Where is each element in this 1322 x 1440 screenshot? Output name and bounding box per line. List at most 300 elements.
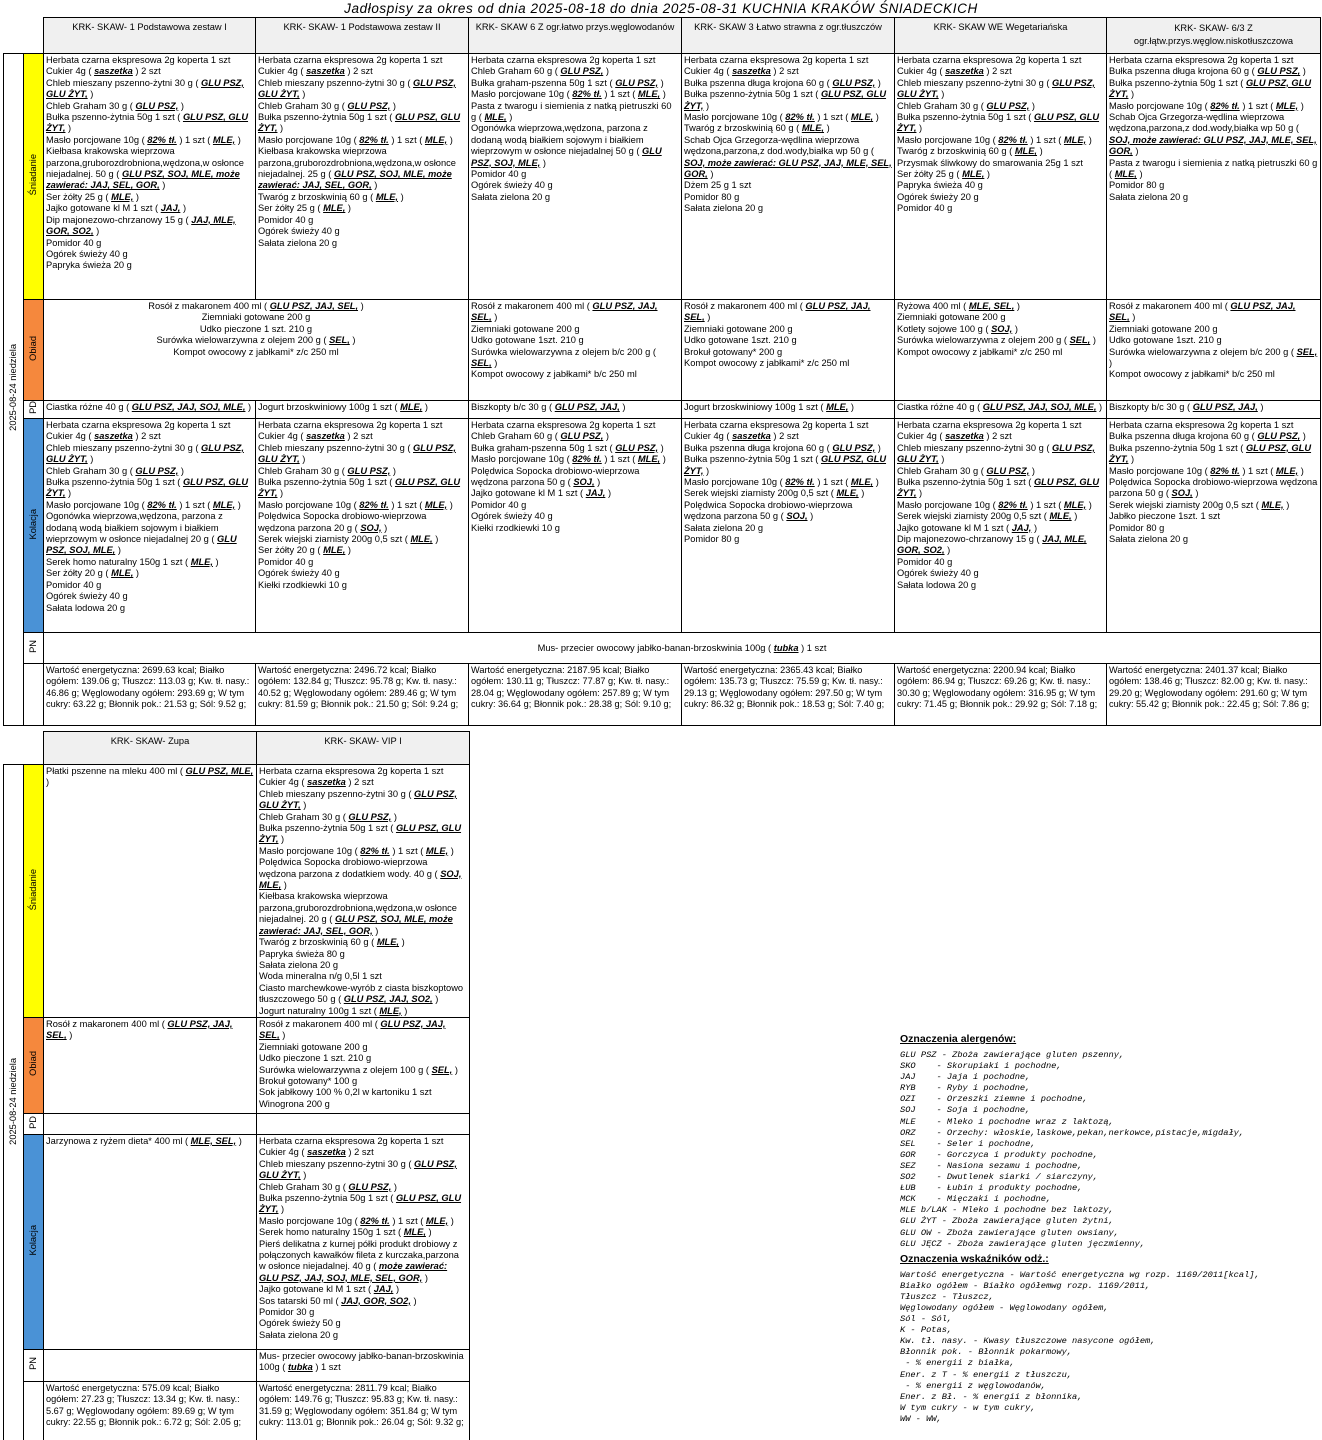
menu-item-line: Pomidor 80 g — [1109, 522, 1165, 533]
meal-label-dinner: Kolacja — [24, 1134, 44, 1349]
menu-item-line: Ogórek świeży 40 g — [471, 180, 553, 191]
allergen-codes: saszetka — [306, 66, 345, 77]
menu-cell — [682, 419, 895, 633]
menu-item-line: Kiełbasa krakowska wieprzowa parzona,gruborozdrobniona,wędzona,w osłonce niejadalnej. 20 g ( GLU PSZ, SOJ, MLE, może zawierać: JAJ, SEL, GOR, ) — [259, 891, 457, 936]
date-label: 2025-08-24 niedziela — [7, 1057, 18, 1145]
allergen-codes: SOJ, MLE, — [259, 868, 462, 891]
menu-item-line: Rosół z makaronem 400 ml ( GLU PSZ, JAJ, SEL, ) — [148, 301, 364, 311]
allergen-codes: GLU PSZ, JAJ, SO2, — [343, 994, 433, 1005]
menu-item-line: Surówka wielowarzywna z olejem b/c 200 g ( SEL, ) — [1109, 346, 1318, 369]
allergen-codes: SOJ, — [786, 511, 808, 522]
menu-item-line: Pomidor 40 g — [258, 556, 314, 567]
allergen-codes: GLU PSZ, — [135, 100, 179, 111]
date-label-cell — [4, 54, 24, 726]
allergen-codes: GLU PSZ, — [560, 66, 604, 77]
menu-item-line: Cukier 4g ( saszetka ) 2 szt — [46, 66, 161, 77]
allergen-codes: MLE, — [425, 1215, 449, 1226]
allergen-codes: GLU PSZ, JAJ, SEL, — [1109, 301, 1296, 323]
menu-item-line: Bułka pszenna długa krojona 60 g ( GLU PSZ, ) — [684, 77, 881, 88]
allergen-codes: MLE, — [323, 545, 346, 556]
allergen-codes: MLE, — [826, 402, 849, 412]
allergen-codes: GLU PSZ, MLE, — [185, 766, 254, 776]
menu-item-line: Bułka graham-pszenna 50g 1 szt ( GLU PSZ, ) — [471, 77, 664, 88]
menu-item-line: Jabłko pieczone 1szt. 1 szt — [1109, 511, 1221, 522]
meal-label-pd: PD — [24, 1113, 44, 1134]
nutrition-cell: Wartość energetyczna: 575.09 kcal; Białko ogółem: 27.23 g; Tłuszcz: 13.34 g; Kw. tł. nasy.: 5.67 g; Węglowodany ogółem: 89.69 g; W tym cukry: 22.55 g; Błonnik pok.: 6.72 g; Sól: 2.05 g; — [44, 1381, 257, 1440]
allergen-codes: GLU PSZ, — [615, 442, 659, 453]
menu-item-line: Polędwica Sopocka drobiowo-wieprzowa wędzona parzona 20 g ( SOJ, ) — [258, 511, 427, 533]
menu-item-line: Ciasto marchewkowe-wyrób z ciasta biszkoptowo tłuszczowego 50 g ( GLU PSZ, JAJ, SO2, ) — [259, 982, 464, 1005]
menu-item-line: Udko pieczone 1 szt. 210 g — [199, 323, 313, 334]
allergen-codes: JAJ, — [160, 203, 181, 214]
menu-item-line: Jajko gotowane kl M 1 szt ( JAJ, ) — [46, 203, 187, 214]
nutrition-cell: Wartość energetyczna: 2365.43 kcal; Białko ogółem: 135.73 g; Tłuszcz: 75.59 g; Kw. tł. nasy.: 29.13 g; Węglowodany ogółem: 297.50 g; W tym cukry: 86.32 g; Błonnik pok.: 18.53 g; Sól: 7.40 g; — [682, 664, 895, 726]
menu-item-line: Masło porcjowane 10g ( 82% tł. ) 1 szt ( MLE, ) — [471, 89, 666, 100]
menu-item-line: Serek wiejski ziarnisty 200g 0,5 szt ( MLE, ) — [1109, 499, 1290, 510]
allergens-title: Oznaczenia alergenów: — [900, 1033, 1017, 1045]
menu-item-line: Bułka pszenno-żytnia 50g 1 szt ( GLU PSZ, GLU ŻYT, ) — [1109, 442, 1312, 465]
menu-item-line: Masło porcjowane 10g ( 82% tł. ) 1 szt ( MLE, ) — [46, 134, 241, 145]
menu-item-line: Bułka graham-pszenna 50g 1 szt ( GLU PSZ, ) — [471, 442, 664, 453]
menu-item-line: Sałata lodowa 20 g — [897, 579, 977, 590]
allergen-codes: 82% tł. — [785, 477, 815, 488]
menu-item-line: Ogórek świeży 40 g — [46, 591, 128, 602]
menu-item-line: Chleb Graham 30 g ( GLU PSZ, ) — [897, 465, 1035, 476]
allergen-codes: GLU PSZ, GLU ŻYT, — [46, 442, 244, 465]
menu-cell — [469, 401, 682, 419]
menu-item-line: Chleb mieszany pszenno-żytni 30 g ( GLU PSZ, GLU ŻYT, ) — [258, 77, 456, 100]
menu-item-line: Serek homo naturalny 150g 1 szt ( MLE, ) — [259, 1227, 432, 1238]
allergen-codes: MLE, — [1114, 169, 1137, 180]
menu-item-line: Chleb Graham 30 g ( GLU PSZ, ) — [46, 100, 184, 111]
menu-item-line: Ciastka różne 40 g ( GLU PSZ, JAJ, SOJ, MLE, ) — [897, 402, 1103, 412]
allergen-codes: MLE, — [410, 534, 433, 545]
allergen-codes: JAJ, GOR, SO2, — [341, 1295, 411, 1306]
menu-item-line: Ser żółty 20 g ( MLE, ) — [46, 568, 140, 579]
allergen-codes: MLE, — [801, 123, 825, 134]
menu-item-line: Surówka wielowarzywna z olejem b/c 200 g ( SEL, ) — [471, 346, 656, 369]
menu-item-line: Bułka pszenno-żytnia 50g 1 szt ( GLU PSZ, GLU ŻYT, ) — [1109, 77, 1312, 100]
allergen-codes: GLU PSZ, GLU ŻYT, — [897, 112, 1100, 134]
meal-label-breakfast: Śniadanie — [24, 54, 44, 300]
menu-item-line: Cukier 4g ( saszetka ) 2 szt — [258, 66, 373, 77]
menu-item-line: Ziemniaki gotowane 200 g — [897, 312, 1006, 323]
menu-item-line: Jajko gotowane kl M 1 szt ( JAJ, ) — [471, 488, 612, 499]
menu-item-line: Masło porcjowane 10g ( 82% tł. ) 1 szt ( MLE, ) — [471, 454, 666, 465]
menu-item-line: Bułka pszenno-żytnia 50g 1 szt ( GLU PSZ, GLU ŻYT, ) — [258, 112, 461, 134]
date-label-cell — [4, 765, 24, 1440]
menu-item-line: Ser żółty 20 g ( MLE, ) — [258, 545, 352, 556]
allergen-codes: saszetka — [732, 431, 771, 442]
menu-item-line: Ser żółty 25 g ( MLE, ) — [258, 203, 352, 214]
menu-item-line: Biszkopty b/c 30 g ( GLU PSZ, JAJ, ) — [1109, 402, 1264, 412]
allergen-codes: 82% tł. — [359, 134, 389, 145]
allergen-codes: MLE, SEL, — [968, 301, 1015, 311]
allergen-codes: GLU PSZ, — [347, 100, 391, 111]
menu-item-line: Bułka pszenno-żytnia 50g 1 szt ( GLU PSZ, GLU ŻYT, ) — [259, 823, 462, 845]
menu-item-line: Ziemniaki gotowane 200 g — [259, 1041, 368, 1052]
menu-item-line: Rosół z makaronem 400 ml ( GLU PSZ, JAJ, SEL, ) — [1109, 301, 1296, 323]
menu-cell — [1107, 401, 1321, 419]
allergen-codes: GLU PSZ, — [986, 100, 1030, 111]
diet-header: KRK- SKAW WE Wegetariańska — [895, 18, 1107, 54]
allergen-codes: MLE, — [323, 203, 346, 214]
menu-item-line: Papryka świeża 80 g — [259, 948, 345, 959]
indicators-list: Wartość energetyczna - Wartość energetyczna wg rozp. 1169/2011[kcal], Białko ogółem - Białko ogółemwg rozp. 1169/2011, Tłuszcz - Tłuszcz, Węglowodany ogółem - Węglowodany ogółem, Sól - Sól, K - Potas, Kw. tł. nasy. - Kwasy tłuszczowe nasycone ogółem, Błonnik pok. - Błonnik pokarmowy, - % energii z białka, Ener. z T - % energii z tłuszczu, - % energii z węglowodanów, Ener. z Bł. - % energii z błonnika, W tym cukry - w tym cukry, WW - WW, — [900, 1269, 1260, 1424]
allergen-codes: SOJ, — [1171, 488, 1193, 499]
menu-item-line: Kompot owocowy z jabłkami* z/c 250 ml — [897, 346, 1063, 357]
menu-cell — [682, 300, 895, 401]
menu-item-line: Udko gotowane 1szt. 210 g — [471, 335, 584, 346]
allergen-codes: MLE, — [850, 112, 874, 123]
menu-item-line: Masło porcjowane 10g ( 82% tł. ) 1 szt ( MLE, ) — [1109, 100, 1304, 111]
menu-item-line: Pomidor 40 g — [46, 579, 102, 590]
allergen-codes: GLU PSZ, SOJ, MLE, może zawierać: JAJ, SEL, GOR, — [258, 169, 452, 191]
allergen-codes: MLE, — [637, 89, 661, 100]
allergen-codes: SEL, — [431, 1064, 453, 1075]
allergen-codes: GLU PSZ, SOJ, MLE, — [46, 534, 237, 556]
menu-item-line: Cukier 4g ( saszetka ) 2 szt — [259, 1147, 374, 1158]
menu-item-line: Pomidor 40 g — [258, 214, 314, 225]
allergen-codes: SEL, — [1296, 346, 1318, 357]
allergen-codes: GLU PSZ, SOJ, MLE, — [471, 146, 662, 168]
menu-cell — [44, 401, 256, 419]
menu-item-line: Bułka pszenno-żytnia 50g 1 szt ( GLU PSZ, GLU ŻYT, ) — [259, 1192, 462, 1215]
allergen-codes: GLU PSZ, JAJ, SEL, — [259, 1018, 446, 1041]
menu-item-line: Sałata zielona 20 g — [471, 191, 551, 202]
allergen-codes: 82% tł. — [572, 89, 602, 100]
allergen-codes: GLU PSZ, JAJ, SOJ, MLE, — [131, 402, 246, 412]
allergen-codes: GLU PSZ, — [615, 77, 659, 88]
allergen-codes: 82% tł. — [1210, 100, 1240, 111]
allergen-codes: GLU PSZ, GLU ŻYT, — [684, 454, 887, 476]
nutrition-label-cell — [24, 1381, 44, 1440]
nutrition-label-cell — [24, 664, 44, 726]
menu-cell — [1107, 54, 1321, 300]
menu-item-line: Biszkopty b/c 30 g ( GLU PSZ, JAJ, ) — [471, 402, 626, 412]
allergen-codes: SOJ, — [991, 323, 1013, 334]
menu-item-line: Bułka pszenno-żytnia 50g 1 szt ( GLU PSZ, GLU ŻYT, ) — [46, 477, 249, 499]
menu-cell — [682, 401, 895, 419]
menu-item-line: Ziemniaki gotowane 200 g — [1109, 323, 1218, 334]
menu-item-line: Ogonówka wieprzowa,wędzona, parzona z dodaną wodą białkiem sojowym i białkiem wieprzowym w osłonce niejadalnej 50 g ( GLU PSZ, SOJ, MLE, ) — [471, 123, 662, 168]
menu-item-line: Ziemniaki gotowane 200 g — [471, 323, 580, 334]
menu-cell — [44, 1349, 257, 1381]
menu-item-line: Masło porcjowane 10g ( 82% tł. ) 1 szt ( MLE, ) — [258, 134, 453, 145]
allergen-codes: SOJ, może zawierać: GLU PSZ, JAJ, MLE, SEL, GOR, — [1109, 134, 1317, 157]
menu-item-line: Jogurt brzoskwiniowy 100g 1 szt ( MLE, ) — [684, 402, 855, 412]
menu-item-line: Jarzynowa z ryżem dieta* 400 ml ( MLE, SEL, ) — [46, 1135, 242, 1146]
menu-cell — [469, 54, 682, 300]
meal-label-pd: PD — [24, 401, 44, 419]
allergen-codes: MLE, — [379, 1005, 402, 1016]
menu-item-line: Udko gotowane 1szt. 210 g — [684, 335, 797, 346]
menu-item-line: Kompot owocowy z jabłkami* b/c 250 ml — [1109, 369, 1275, 380]
allergen-codes: GLU PSZ, GLU ŻYT, — [897, 442, 1095, 465]
menu-item-line: Cukier 4g ( saszetka ) 2 szt — [897, 431, 1012, 442]
allergen-codes: GLU PSZ, GLU ŻYT, — [897, 77, 1095, 100]
allergen-codes: SEL, — [471, 358, 492, 369]
menu-item-line: Sok jabłkowy 100 % 0,2l w kartoniku 1 szt — [259, 1087, 432, 1098]
allergen-codes: saszetka — [945, 66, 984, 77]
menu-item-line: Herbata czarna ekspresowa 2g koperta 1 szt — [897, 55, 1082, 65]
allergen-codes: 82% tł. — [785, 112, 815, 123]
allergen-codes: MLE, — [212, 499, 236, 510]
menu-item-line: Herbata czarna ekspresowa 2g koperta 1 szt — [897, 420, 1082, 430]
allergen-codes: GLU PSZ, JAJ, SEL, — [684, 301, 871, 323]
menu-item-line: Chleb Graham 30 g ( GLU PSZ, ) — [258, 465, 396, 476]
page-title: Jadłospisy za okres od dnia 2025-08-18 do dnia 2025-08-31 KUCHNIA KRAKÓW ŚNIADECKICH — [344, 1, 978, 16]
menu-item-line: Ogonówka wieprzowa,wędzona, parzona z dodaną wodą białkiem sojowym i białkiem wieprzowym w osłonce niejadalnej 20 g ( GLU PSZ, SOJ, MLE, ) — [46, 511, 237, 556]
menu-table-2 — [3, 731, 470, 1440]
menu-item-line: Ciastka różne 40 g ( GLU PSZ, JAJ, SOJ, MLE, ) — [46, 402, 252, 412]
menu-item-line: Herbata czarna ekspresowa 2g koperta 1 szt — [1109, 420, 1294, 430]
menu-item-line: Bułka pszenno-żytnia 50g 1 szt ( GLU PSZ, GLU ŻYT, ) — [46, 112, 249, 134]
menu-item-line: Masło porcjowane 10g ( 82% tł. ) 1 szt ( MLE, ) — [684, 477, 879, 488]
allergen-codes: może zawierać: GLU PSZ, JAJ, SOJ, MLE, SEL, GOR, — [259, 1261, 448, 1283]
menu-item-line: Pomidor 30 g — [259, 1307, 315, 1318]
menu-item-line: Chleb mieszany pszenno-żytni 30 g ( GLU PSZ, GLU ŻYT, ) — [897, 77, 1095, 100]
nutrition-cell: Wartość energetyczna: 2811.79 kcal; Białko ogółem: 149.76 g; Tłuszcz: 95.83 g; Kw. tł. nasy.: 31.59 g; Węglowodany ogółem: 351.84 g; W tym cukry: 113.01 g; Błonnik pok.: 26.04 g; Sól: 9.32 g; — [257, 1381, 470, 1440]
menu-item-line: Pomidor 80 g — [684, 534, 740, 545]
menu-item-line: Płatki pszenne na mleku 400 ml ( GLU PSZ, MLE, ) — [46, 766, 254, 788]
nutrition-cell: Wartość energetyczna: 2401.37 kcal; Białko ogółem: 138.46 g; Tłuszcz: 82.00 g; Kw. tł. nasy.: 29.20 g; Węglowodany ogółem: 291.60 g; W tym cukry: 55.42 g; Błonnik pok.: 22.45 g; Sól: 7.86 g; — [1107, 664, 1321, 726]
allergen-codes: GLU PSZ, GLU ŻYT, — [684, 89, 887, 111]
menu-item-line: Jogurt naturalny 100g 1 szt ( MLE, ) — [259, 1005, 408, 1016]
menu-item-line: Chleb mieszany pszenno-żytni 30 g ( GLU PSZ, GLU ŻYT, ) — [46, 442, 244, 465]
allergen-codes: GLU PSZ, JAJ, SOJ, MLE, — [982, 402, 1097, 412]
menu-item-line: Dip majonezowo-chrzanowy 15 g ( JAJ, MLE, GOR, SO2, ) — [897, 534, 1087, 556]
menu-item-line: Ogórek świeży 20 g — [897, 191, 979, 202]
diet-header: KRK- SKAW- 1 Podstawowa zestaw II — [256, 18, 469, 54]
menu-item-line: Herbata czarna ekspresowa 2g koperta 1 szt — [259, 1135, 444, 1146]
menu-item-line: Chleb mieszany pszenno-żytni 30 g ( GLU PSZ, GLU ŻYT, ) — [897, 442, 1095, 465]
menu-item-line: Serek homo naturalny 150g 1 szt ( MLE, ) — [46, 556, 219, 567]
menu-item-line: Masło porcjowane 10g ( 82% tł. ) 1 szt ( MLE, ) — [897, 134, 1092, 145]
menu-item-line: Pierś delikatna z kurnej półki produkt drobiowy z połączonych kawałków fileta z kurczaka,parzona w osłonce niejadalnej. 40 g ( może zawierać: GLU PSZ, JAJ, SOJ, MLE, SEL, GOR, ) — [259, 1238, 459, 1283]
menu-cell — [257, 1134, 470, 1349]
meal-label-dinner: Kolacja — [24, 419, 44, 633]
menu-item-line: Sałata zielona 20 g — [258, 237, 338, 248]
allergen-codes: MLE, — [484, 112, 507, 123]
menu-item-line: Ser żółty 25 g ( MLE, ) — [46, 191, 140, 202]
menu-cell — [1107, 300, 1321, 401]
meal-label-breakfast: Śniadanie — [24, 765, 44, 1018]
allergen-codes: GLU PSZ, — [986, 465, 1030, 476]
menu-item-line: Twaróg z brzoskwinią 60 g ( MLE, ) — [684, 123, 830, 134]
nutrition-cell: Wartość energetyczna: 2699.63 kcal; Białko ogółem: 139.06 g; Tłuszcz: 113.03 g; Kw. tł. nasy.: 46.86 g; Węglowodany ogółem: 293.69 g; W tym cukry: 63.22 g; Błonnik pok.: 21.53 g; Sól: 9.52 g; — [44, 664, 256, 726]
menu-cell — [256, 54, 469, 300]
menu-item-line: Ser żółty 25 g ( MLE, ) — [897, 169, 991, 180]
allergen-codes: 82% tł. — [359, 499, 389, 510]
menu-item-line: Kiełki rzodkiewki 10 g — [258, 579, 347, 590]
allergen-codes: 82% tł. — [147, 499, 177, 510]
menu-item-line: Ziemniaki gotowane 200 g — [684, 323, 793, 334]
menu-item-line: Herbata czarna ekspresowa 2g koperta 1 szt — [684, 420, 869, 430]
menu-item-line: Pasta z twarogu i siemienia z natką pietruszki 60 g ( MLE, ) — [1109, 157, 1318, 180]
allergen-codes: MLE, — [1063, 134, 1087, 145]
menu-item-line: Sałata zielona 20 g — [684, 522, 764, 533]
menu-item-line: Jogurt brzoskwiniowy 100g 1 szt ( MLE, ) — [258, 402, 429, 412]
menu-cell — [895, 54, 1107, 300]
menu-item-line: Bułka pszenno-żytnia 50g 1 szt ( GLU PSZ, GLU ŻYT, ) — [684, 454, 887, 476]
menu-item-line: Pomidor 40 g — [471, 169, 527, 180]
menu-item-line: Chleb Graham 30 g ( GLU PSZ, ) — [897, 100, 1035, 111]
menu-item-line: Ogórek świeży 40 g — [258, 226, 340, 237]
menu-item-line: Chleb Graham 30 g ( GLU PSZ, ) — [258, 100, 396, 111]
menu-item-line: Jajko gotowane kl M 1 szt ( JAJ, ) — [897, 522, 1038, 533]
allergen-codes: saszetka — [307, 777, 346, 788]
menu-cell — [895, 419, 1107, 633]
allergen-codes: GLU PSZ, GLU ŻYT, — [897, 477, 1100, 499]
allergen-codes: MLE, — [403, 1227, 426, 1238]
allergen-codes: GLU PSZ, GLU ŻYT, — [258, 477, 461, 499]
menu-item-line: Przysmak śliwkowy do smarowania 25g 1 szt — [897, 157, 1084, 168]
meal-label-pn: PN — [24, 633, 44, 664]
menu-item-line: Pomidor 80 g — [1109, 180, 1165, 191]
allergen-codes: JAJ, — [373, 1284, 394, 1295]
allergen-codes: 82% tł. — [360, 1215, 390, 1226]
menu-item-line: Masło porcjowane 10g ( 82% tł. ) 1 szt ( MLE, ) — [897, 499, 1092, 510]
menu-item-line: Rosół z makaronem 400 ml ( GLU PSZ, JAJ, SEL, ) — [46, 1018, 233, 1041]
menu-cell — [257, 765, 470, 1018]
menu-item-line: Rosół z makaronem 400 ml ( GLU PSZ, JAJ, SEL, ) — [259, 1018, 446, 1041]
menu-item-line: Dip majonezowo-chrzanowy 15 g ( JAJ, MLE, GOR, SO2, ) — [46, 214, 236, 237]
menu-item-line: Chleb Graham 30 g ( GLU PSZ, ) — [259, 811, 397, 822]
allergen-codes: 82% tł. — [1210, 465, 1240, 476]
allergen-codes: GLU PSZ, GLU ŻYT, — [259, 823, 462, 845]
menu-item-line: Serek wiejski ziarnisty 200g 0,5 szt ( MLE, ) — [258, 534, 439, 545]
meal-label-lunch: Obiad — [24, 300, 44, 401]
menu-item-line: Kompot owocowy z jabłkami* b/c 250 ml — [471, 369, 637, 380]
menu-item-line: Masło porcjowane 10g ( 82% tł. ) 1 szt ( MLE, ) — [259, 845, 454, 856]
allergen-codes: MLE, — [424, 499, 448, 510]
allergen-codes: GLU PSZ, GLU ŻYT, — [1109, 77, 1312, 100]
menu-item-line: Kiełbasa krakowska wieprzowa parzona,gruborozdrobniona,wędzona,w osłonce niejadalnej. 25 g ( GLU PSZ, SOJ, MLE, może zawierać: JAJ, SEL, GOR, ) — [258, 146, 456, 191]
menu-item-line: Herbata czarna ekspresowa 2g koperta 1 szt — [46, 55, 231, 65]
menu-item-line: Brokuł gotowany* 200 g — [684, 346, 783, 357]
meal-label-lunch: Obiad — [24, 1017, 44, 1113]
allergen-codes: SEL, — [329, 335, 350, 346]
allergen-codes: GLU PSZ, GLU ŻYT, — [259, 788, 457, 811]
menu-item-line: Bułka pszenno-żytnia 50g 1 szt ( GLU PSZ, GLU ŻYT, ) — [684, 89, 887, 111]
menu-item-line: Polędwica Sopocka drobiowo-wieprzowa wędzona parzona 50 g ( SOJ, ) — [1109, 477, 1318, 499]
menu-item-line: Herbata czarna ekspresowa 2g koperta 1 szt — [471, 420, 656, 430]
allergen-codes: SOJ, — [360, 522, 382, 533]
menu-item-line: Udko pieczone 1 szt. 210 g — [259, 1053, 372, 1064]
allergen-codes: 82% tł. — [572, 454, 602, 465]
menu-item-line: Sałata zielona 20 g — [684, 203, 764, 214]
menu-item-line: Surówka wielowarzywna z olejem 200 g ( SEL, ) — [897, 335, 1096, 346]
menu-cell — [256, 401, 469, 419]
menu-item-line: Herbata czarna ekspresowa 2g koperta 1 szt — [258, 55, 443, 65]
menu-item-line: Chleb mieszany pszenno-żytni 30 g ( GLU PSZ, GLU ŻYT, ) — [258, 442, 456, 465]
menu-item-line: Bułka pszenno-żytnia 50g 1 szt ( GLU PSZ, GLU ŻYT, ) — [897, 477, 1100, 499]
allergen-codes: GLU PSZ, — [560, 431, 604, 442]
menu-cell — [682, 54, 895, 300]
menu-item-line: Polędwica Sopocka drobiowo-wieprzowa wędzona parzona 50 g ( SOJ, ) — [471, 465, 640, 488]
menu-item-line: Schab Ojca Grzegorza-wędlina wieprzowa wędzona,parzona,z dod.wody,białka wp 50 g ( SOJ, może zawierać: GLU PSZ, JAJ, MLE, SEL, GOR, ) — [684, 134, 892, 180]
menu-item-line: Bułka pszenno-żytnia 50g 1 szt ( GLU PSZ, GLU ŻYT, ) — [897, 112, 1100, 134]
allergen-codes: saszetka — [94, 66, 133, 77]
menu-item-line: Cukier 4g ( saszetka ) 2 szt — [684, 66, 799, 77]
meal-label-pn: PN — [24, 1349, 44, 1381]
date-label: 2025-08-24 niedziela — [7, 344, 18, 432]
allergen-codes: GLU PSZ, — [348, 1181, 392, 1192]
menu-item-line: Schab Ojca Grzegorza-wędlina wieprzowa wędzona,parzona,z dod.wody,białka wp 50 g ( SOJ, może zawierać: GLU PSZ, JAJ, MLE, SEL, GOR, ) — [1109, 112, 1317, 157]
allergen-codes: GLU PSZ, GLU ŻYT, — [259, 1158, 457, 1181]
menu-item-line: Udko gotowane 1szt. 210 g — [1109, 335, 1222, 346]
menu-cell — [469, 419, 682, 633]
allergen-codes: MLE, — [376, 937, 400, 948]
allergen-codes: MLE, — [111, 191, 134, 202]
menu-cell — [257, 1017, 470, 1113]
allergen-codes: 82% tł. — [147, 134, 177, 145]
allergen-codes: 82% tł. — [998, 134, 1028, 145]
allergen-codes: JAJ, — [585, 488, 606, 499]
menu-item-line: Ogórek świeży 50 g — [259, 1318, 341, 1329]
menu-item-line: Bułka pszenno-żytnia 50g 1 szt ( GLU PSZ, GLU ŻYT, ) — [258, 477, 461, 499]
allergen-codes: saszetka — [307, 1147, 346, 1158]
menu-item-line: Chleb mieszany pszenno-żytni 30 g ( GLU PSZ, GLU ŻYT, ) — [259, 1158, 457, 1181]
allergen-codes: MLE, — [1063, 499, 1087, 510]
menu-item-line: Sos tatarski 50 ml ( JAJ, GOR, SO2, ) — [259, 1295, 417, 1306]
diet-header: KRK- SKAW 6 Z ogr.łatwo przys.węglowodanów — [469, 18, 682, 54]
menu-item-line: Herbata czarna ekspresowa 2g koperta 1 szt — [46, 420, 231, 430]
allergen-codes: GLU PSZ, — [347, 465, 391, 476]
menu-cell — [257, 1349, 470, 1381]
menu-item-line: Chleb mieszany pszenno-żytni 30 g ( GLU PSZ, GLU ŻYT, ) — [46, 77, 244, 100]
menu-item-line: Ryżowa 400 ml ( MLE, SEL, ) — [897, 301, 1020, 311]
allergen-codes: MLE, — [1275, 100, 1299, 111]
allergen-codes: tubka — [773, 642, 799, 653]
allergen-codes: MLE, — [1049, 511, 1072, 522]
allergen-codes: JAJ, MLE, GOR, SO2, — [46, 214, 236, 237]
allergen-codes: GLU PSZ, JAJ, SEL, — [46, 1018, 233, 1041]
menu-item-line: Ziemniaki gotowane 200 g — [201, 312, 311, 323]
menu-cell — [895, 300, 1107, 401]
allergen-codes: SOJ, — [573, 477, 595, 488]
diet-header: KRK- SKAW- 6/3 Z ogr.łątw.przys.węglow.niskotłuszczowa — [1107, 18, 1321, 54]
menu-item-line: Bułka pszenna długa krojona 60 g ( GLU PSZ, ) — [1109, 66, 1306, 77]
menu-item-line: Masło porcjowane 10g ( 82% tł. ) 1 szt ( MLE, ) — [46, 499, 241, 510]
allergen-codes: SEL, — [1069, 335, 1091, 346]
allergen-codes: GLU PSZ, GLU ŻYT, — [46, 477, 249, 499]
menu-item-line: Sałata lodowa 20 g — [46, 602, 126, 613]
allergen-codes: GLU PSZ, SOJ, MLE, może zawierać: JAJ, SEL, GOR, — [46, 169, 240, 191]
menu-item-line: Brokuł gotowany* 100 g — [259, 1075, 358, 1086]
allergen-codes: SOJ, może zawierać: GLU PSZ, JAJ, MLE, SEL, GOR, — [684, 157, 892, 180]
menu-cell — [44, 765, 257, 1018]
allergen-codes: tubka — [287, 1362, 313, 1373]
menu-cell — [257, 1113, 470, 1134]
menu-cell — [895, 401, 1107, 419]
menu-item-line: Surówka wielowarzywna z olejem 200 g ( SEL, ) — [156, 335, 356, 346]
menu-item-line: Masło porcjowane 10g ( 82% tł. ) 1 szt ( MLE, ) — [258, 499, 453, 510]
menu-item-line: Jajko gotowane kl M 1 szt ( JAJ, ) — [259, 1284, 400, 1295]
menu-item-line: Bułka pszenna długa krojona 60 g ( GLU PSZ, ) — [1109, 431, 1306, 442]
menu-item-line: Ogórek świeży 40 g — [46, 248, 128, 259]
menu-cell — [44, 1017, 257, 1113]
menu-item-line: Sałata zielona 20 g — [1109, 191, 1189, 202]
menu-cell — [44, 419, 256, 633]
menu-item-line: Chleb mieszany pszenno-żytni 30 g ( GLU PSZ, GLU ŻYT, ) — [259, 788, 457, 811]
menu-item-line: Rosół z makaronem 400 ml ( GLU PSZ, JAJ, SEL, ) — [684, 301, 871, 323]
nutrition-cell: Wartość energetyczna: 2187.95 kcal; Białko ogółem: 130.11 g; Tłuszcz: 77.87 g; Kw. tł. nasy.: 28.04 g; Węglowodany ogółem: 257.89 g; W tym cukry: 36.64 g; Błonnik pok.: 28.38 g; Sól: 9.10 g; — [469, 664, 682, 726]
allergen-codes: MLE, — [425, 845, 449, 856]
menu-item-line: Twaróg z brzoskwinią 60 g ( MLE, ) — [897, 146, 1043, 157]
diet-header: KRK- SKAW- Zupa — [44, 732, 257, 765]
